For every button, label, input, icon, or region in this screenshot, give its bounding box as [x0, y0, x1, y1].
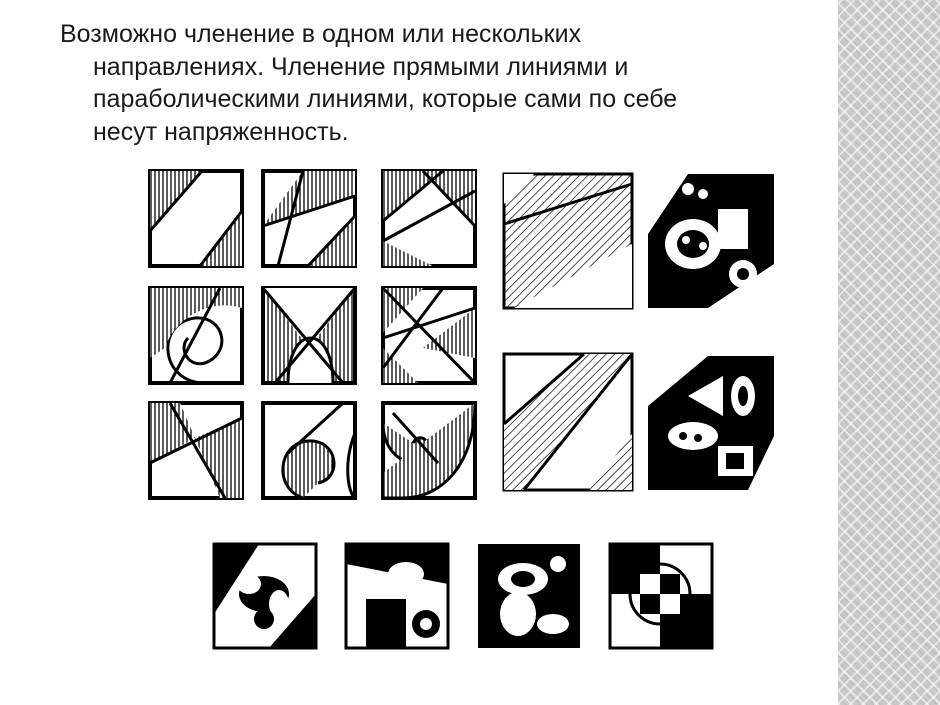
text-line-4: несут напряженность. — [93, 117, 349, 146]
tile-3 — [383, 171, 475, 266]
abstract-tile-4 — [610, 544, 712, 648]
tile-6 — [383, 288, 475, 383]
tile-1 — [150, 171, 242, 266]
tile-large-1 — [504, 174, 632, 308]
decorative-side-strip — [838, 0, 940, 705]
abstract-tile-1 — [214, 544, 316, 648]
still-life-tile-1 — [648, 174, 774, 308]
text-line-2: направлениях. Членение прямыми линиями и — [93, 52, 629, 81]
abstract-tile-2 — [346, 544, 448, 648]
tile-large-2 — [504, 354, 632, 490]
tile-7 — [150, 403, 242, 498]
tile-8 — [263, 403, 355, 498]
composition-figure-svg — [138, 166, 788, 660]
tile-9 — [383, 403, 475, 498]
slide-body-text — [60, 18, 830, 148]
composition-figure — [138, 166, 788, 660]
tile-2 — [263, 171, 355, 266]
tile-5 — [263, 288, 355, 383]
still-life-tile-2 — [648, 356, 774, 490]
text-line-1: Возможно членение в одном или нескольких — [60, 20, 582, 48]
abstract-tile-3 — [478, 544, 580, 648]
tile-4 — [150, 288, 242, 383]
text-line-3: параболическими линиями, которые сами по себе — [93, 85, 678, 113]
